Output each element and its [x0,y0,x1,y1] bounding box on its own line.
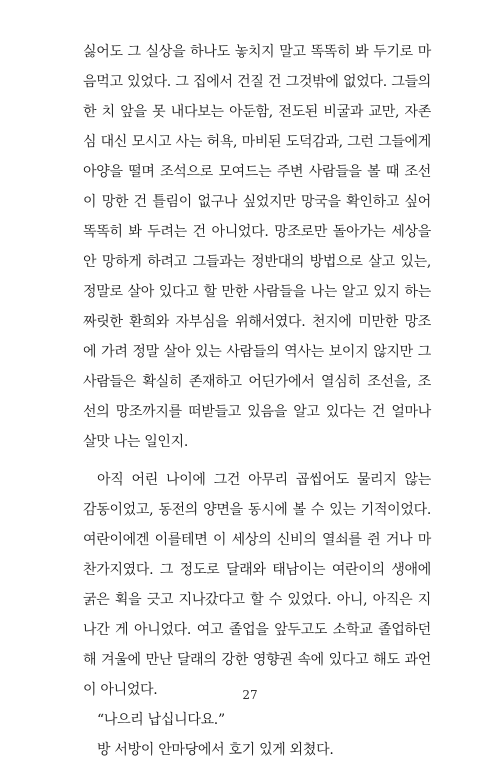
paragraph-2 [83,465,431,705]
text-line: 사람들은 확실히 존재하고 어딘가에서 열심히 조선을, 조 [83,374,431,390]
paragraph-3 [83,705,431,735]
text-line: 한 치 앞을 못 내다보는 아둔함, 전도된 비굴과 교만, 자존 [83,104,431,120]
text-line: 안 망하게 하려고 그들과는 정반대의 방법으로 살고 있는, [83,254,431,270]
text-line: 심 대신 모시고 사는 허욕, 마비된 도덕감과, 그런 그들에게 [83,134,431,150]
text-line: 선의 망조까지를 떠받들고 있음을 알고 있다는 건 얼마나 [83,404,431,420]
body-text [83,37,431,765]
text-line: 감동이었고, 동전의 양면을 동시에 볼 수 있는 기적이었다. [83,502,431,518]
dialogue-line: “나으리 납십니다요.” [97,712,225,728]
text-line: 찬가지였다. 그 정도로 달래와 태남이는 여란이의 생애에 [83,562,431,578]
text-line: 이 망한 건 틀림이 없구나 싶었지만 망국을 확인하고 싶어 [83,194,431,210]
paragraph-1 [83,37,431,457]
page-number: 27 [242,688,258,702]
text-line: 에 가려 정말 살아 있는 사람들의 역사는 보이지 않지만 그 [83,344,431,360]
text-line: 나간 게 아니었다. 여고 졸업을 앞두고도 소학교 졸업하던 [83,622,431,638]
text-line: 방 서방이 안마당에서 호기 있게 외쳤다. [97,742,334,758]
text-line: 아양을 떨며 조석으로 모여드는 주변 사람들을 볼 때 조선 [83,164,431,180]
text-line: 여란이에겐 이를테면 이 세상의 신비의 열쇠를 쥔 거나 마 [83,532,431,548]
text-line: 정말로 살아 있다고 할 만한 사람들을 나는 알고 있지 하는 [83,284,431,300]
text-line: 살맛 나는 일인지. [83,434,189,450]
text-line: 아직 어린 나이에 그건 아무리 곱씹어도 물리지 않는 [97,472,431,488]
text-line: 싫어도 그 실상을 하나도 놓치지 말고 똑똑히 봐 두기로 마 [83,44,431,60]
text-line: 굵은 획을 긋고 지나갔다고 할 수 있었다. 아니, 아직은 지 [83,592,431,608]
text-line: 해 겨울에 만난 달래의 강한 영향권 속에 있다고 해도 과언 [83,652,431,668]
text-line: 음먹고 있었다. 그 집에서 건질 건 그것밖에 없었다. 그들의 [83,74,431,90]
text-line: 짜릿한 환희와 자부심을 위해서였다. 천지에 미만한 망조 [83,314,431,330]
paragraph-gap [83,457,431,465]
text-line: 이 아니었다. [83,682,158,698]
text-line: 똑똑히 봐 두려는 건 아니었다. 망조로만 돌아가는 세상을 [83,224,431,240]
